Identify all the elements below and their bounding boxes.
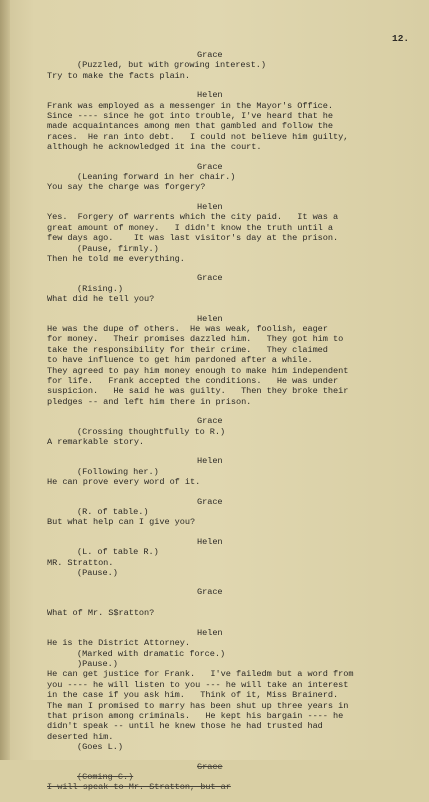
dialogue-line: few days ago. It was last visitor's day at the prison. [47, 233, 339, 244]
dialogue-line: They agreed to pay him money enough to make him independent [47, 365, 349, 376]
dialogue-line: MR. Stratton. [47, 557, 114, 568]
speaker-name: Grace [197, 50, 223, 60]
dialogue-line: races. He ran into debt. I could not believe him guilty, [47, 131, 349, 142]
speaker-name: Grace [197, 273, 223, 284]
dialogue-line: suspicion. He said he was guilty. Then they broke their [47, 386, 349, 397]
speaker-name: Helen [197, 627, 223, 638]
dialogue-line: for life. Frank accepted the conditions. He was under [47, 375, 339, 386]
dialogue-line: But what help can I give you? [47, 517, 196, 528]
dialogue-line: He is the District Attorney. [47, 638, 190, 649]
stage-direction: (Rising.) [77, 283, 123, 294]
dialogue-line [47, 598, 422, 608]
dialogue-line: pledges -- and left him there in prison. [47, 396, 252, 407]
dialogue-block [47, 537, 422, 579]
stage-direction: )Pause.) [77, 658, 118, 669]
dialogue-line: Since ---- since he got into trouble, I've heard that he [47, 111, 333, 122]
speaker-name: Helen [197, 90, 223, 101]
dialogue-block [47, 628, 422, 753]
dialogue-line: you ---- he will listen to you --- he will take an interest [47, 679, 349, 690]
dialogue-line: in the case if you ask him. Think of it, Miss Brainerd. [47, 690, 339, 701]
stage-direction: (R. of table.) [77, 507, 149, 518]
speaker-name: Grace [197, 416, 223, 427]
dialogue-line: Frank was employed as a messenger in the Mayor's Office. [47, 100, 333, 111]
speaker-name: Grace [197, 761, 223, 772]
dialogue-line: Yes. Forgery of warrents which the city paid. It was a [47, 212, 339, 223]
speaker-name: Grace [197, 496, 223, 507]
page-number: 12. [392, 33, 410, 44]
dialogue-line: What of Mr. S$ratton? [47, 608, 155, 619]
stage-direction: (Pause.) [77, 568, 118, 579]
dialogue-line: great amount of money. I didn't know the truth until a [47, 222, 333, 233]
script-text [47, 50, 422, 802]
stage-direction: (Pause, firmly.) [77, 243, 159, 254]
dialogue-block [47, 90, 422, 152]
stage-direction: (Following her.) [77, 466, 159, 477]
dialogue-line: I will speak to Mr. Stratton, but ar [47, 782, 231, 793]
dialogue-line: He was the dupe of others. He was weak, foolish, eager [47, 323, 328, 334]
dialogue-block [47, 497, 422, 528]
dialogue-line: didn't speak -- until he knew those he had trusted had [47, 721, 323, 732]
speaker-name: Helen [197, 536, 223, 547]
speaker-name: Grace [197, 161, 223, 172]
speaker-name: Grace [197, 587, 223, 598]
dialogue-line: to have influence to get him pardoned after a while. [47, 355, 313, 366]
dialogue-block [47, 456, 422, 487]
dialogue-line: made acquaintances among men that gambled and follow the [47, 121, 333, 132]
dialogue-block [47, 587, 422, 618]
dialogue-block [47, 162, 422, 193]
speaker-name: Helen [197, 456, 223, 467]
dialogue-block [47, 50, 422, 81]
dialogue-block [47, 314, 422, 408]
dialogue-line: although he acknowledged it ina the court. [47, 142, 262, 153]
dialogue-block [47, 202, 422, 264]
dialogue-line: He can get justice for Frank. I've failedm but a word from [47, 669, 354, 680]
stage-direction: (Leaning forward in her chair.) [77, 172, 236, 183]
dialogue-line: deserted him. [47, 731, 114, 742]
stage-direction: (L. of table R.) [77, 547, 159, 558]
speaker-name: Helen [197, 201, 223, 212]
dialogue-block [47, 762, 422, 793]
dialogue-line: What did he tell you? [47, 294, 155, 305]
stage-direction: (Goes L.) [77, 742, 123, 753]
dialogue-line: The man I promised to marry has been shut up three years in [47, 700, 349, 711]
dialogue-block [47, 273, 422, 304]
dialogue-line: for money. Their promises dazzled him. They got him to [47, 334, 344, 345]
dialogue-line: He can prove every word of it. [47, 477, 201, 488]
stage-direction: (Marked with dramatic force.) [77, 648, 226, 659]
dialogue-line: take the responsibility for their crime. They claimed [47, 344, 328, 355]
dialogue-block [47, 416, 422, 447]
dialogue-line: Try to make the facts plain. [47, 70, 190, 81]
stage-direction: (Puzzled, but with growing interest.) [77, 60, 266, 71]
binding-edge [0, 0, 10, 760]
dialogue-line: A remarkable story. [47, 437, 145, 447]
dialogue-line: You say the charge was forgery? [47, 182, 206, 193]
stage-direction: (Crossing thoughtfully to R.) [77, 426, 226, 437]
dialogue-line: Then he told me everything. [47, 253, 185, 264]
speaker-name: Helen [197, 313, 223, 324]
stage-direction: (Coming C.) [77, 771, 134, 782]
dialogue-line: that prison among criminals. He kept his bargain ---- he [47, 710, 344, 721]
